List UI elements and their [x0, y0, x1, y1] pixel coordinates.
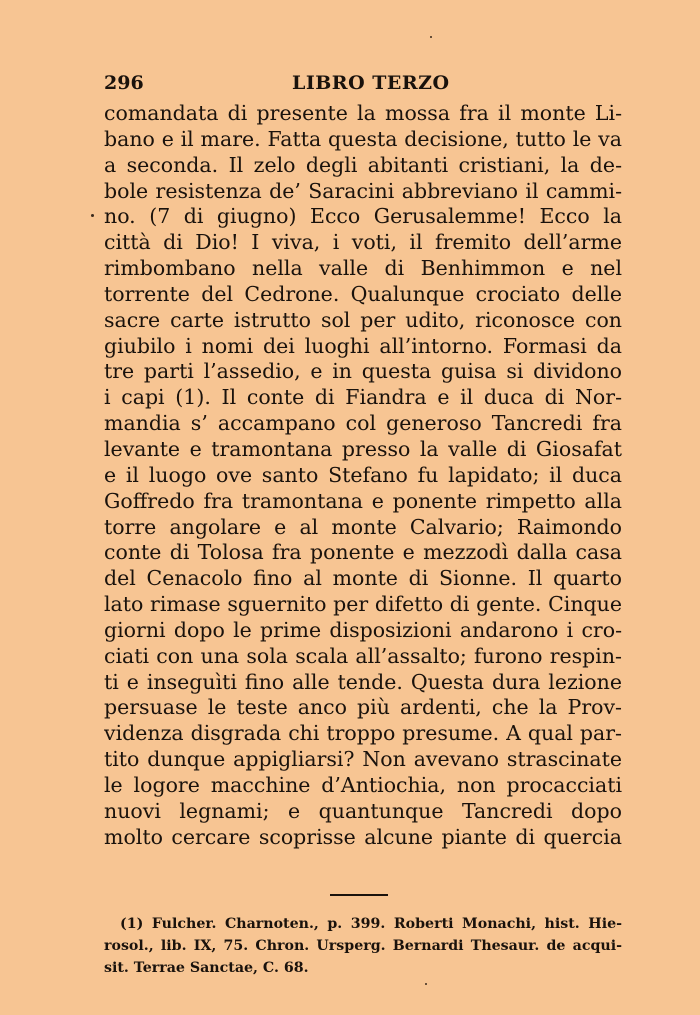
- text-line: conte di Tolosa fra ponente e mezzodì dalla casa: [104, 540, 622, 565]
- text-line: e il luogo ove santo Stefano fu lapidato; il duca: [104, 462, 622, 487]
- text-line: giorni dopo le prime disposizioni andarono i cro-: [104, 617, 622, 642]
- text-line: lato rimase sguernito per difetto di gente. Cinque: [104, 592, 622, 617]
- text-line: le logore macchine d’Antiochia, non procacciati: [104, 772, 622, 797]
- text-line: città di Dio! I viva, i voti, il fremito dell’arme: [104, 230, 622, 255]
- text-line: nuovi legnami; e quantunque Tancredi dopo: [104, 798, 622, 823]
- text-line: torre angolare e al monte Calvario; Raimondo: [104, 514, 622, 539]
- footnote: [104, 913, 622, 979]
- text-line: a seconda. Il zelo degli abitanti cristiani, la de-: [104, 152, 622, 177]
- text-line: molto cercare scoprisse alcune piante di quercia: [104, 824, 622, 849]
- text-line: persuase le teste anco più ardenti, che la Prov-: [104, 695, 622, 720]
- text-line: ti e inseguìti fino alle tende. Questa dura lezione: [104, 669, 622, 694]
- text-line: mandia s’ accampano col generoso Tancredi fra: [104, 411, 622, 436]
- text-line: tre parti l’assedio, e in questa guisa si dividono: [104, 359, 622, 384]
- body-text: [104, 101, 622, 850]
- footnote-line: (1) Fulcher. Charnoten., p. 399. Roberti Monachi, hist. Hie-: [120, 916, 622, 932]
- text-line: levante e tramontana presso la valle di Giosafat: [104, 436, 622, 461]
- footnote-line: rosol., lib. IX, 75. Chron. Ursperg. Bernardi Thesaur. de acqui-: [104, 938, 622, 954]
- text-line: del Cenacolo fino al monte di Sionne. Il quarto: [104, 566, 622, 591]
- text-line: giubilo i nomi dei luoghi all’intorno. Formasi da: [104, 333, 622, 358]
- text-line: tito dunque appigliarsi? Non avevano strascinate: [104, 747, 622, 772]
- footnote-line: sit. Terrae Sanctae, C. 68.: [104, 960, 309, 976]
- text-line: no. (7 di giugno) Ecco Gerusalemme! Ecco la: [104, 204, 622, 229]
- text-line: videnza disgrada chi troppo presume. A qual par-: [104, 721, 622, 746]
- text-line: sacre carte istrutto sol per udito, riconosce con: [104, 307, 622, 332]
- page-number: 296: [104, 72, 144, 94]
- text-line: torrente del Cedrone. Qualunque crociato delle: [104, 281, 622, 306]
- ink-speck: [425, 983, 427, 985]
- text-line: ciati con una sola scala all’assalto; furono respin-: [104, 643, 622, 668]
- ink-speck: [430, 36, 432, 38]
- page-header: [104, 72, 622, 102]
- running-title: LIBRO TERZO: [292, 72, 450, 94]
- text-line: bano e il mare. Fatta questa decisione, tutto le va: [104, 126, 622, 151]
- text-line: rimbombano nella valle di Benhimmon e nel: [104, 256, 622, 281]
- ink-speck: [91, 214, 94, 217]
- text-line: Goffredo fra tramontana e ponente rimpetto alla: [104, 488, 622, 513]
- footnote-separator: [330, 894, 388, 896]
- text-line: i capi (1). Il conte di Fiandra e il duca di Nor-: [104, 385, 622, 410]
- text-line: comandata di presente la mossa fra il monte Li-: [104, 101, 622, 125]
- text-line: bole resistenza de’ Saracini abbreviano il cammi-: [104, 178, 622, 203]
